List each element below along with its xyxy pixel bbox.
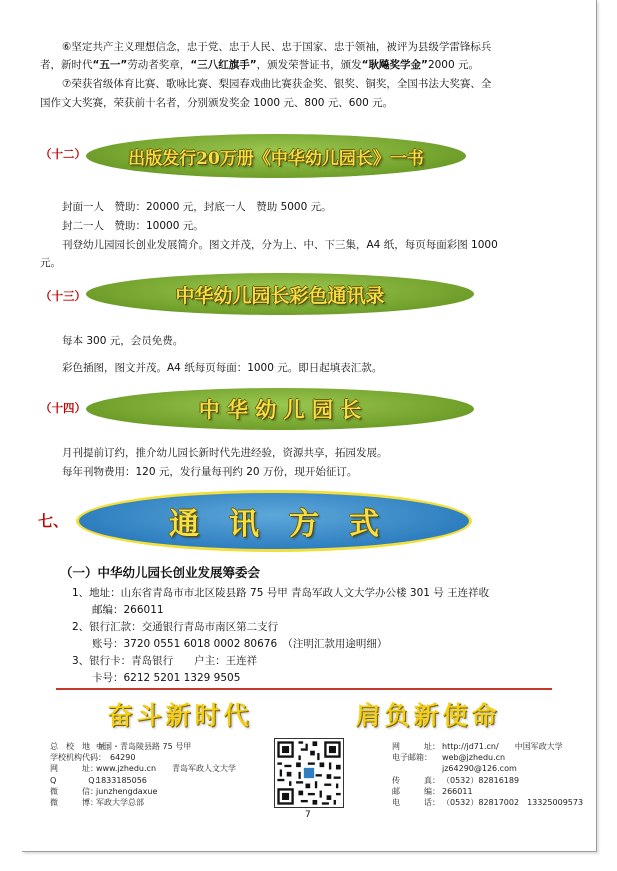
footer-value: 军政大学总部 [96,798,144,808]
contact-address: 1、地址：山东省青岛市市北区陵县路 75 号甲 青岛军政人文大学办公楼 301 号 王连祥收 [72,587,490,599]
footer-key: 邮 编： [392,786,440,796]
section-13-label: （十三） [40,289,86,303]
footer-left-row [50,775,236,786]
section-7-banner: 通 讯 方 式 [76,490,472,552]
footer-left-row [50,752,236,763]
footer-value: 64290 [110,753,136,763]
section-14-label: （十四） [40,401,86,415]
slogan-banner [56,690,552,738]
contact-card-number: 卡号：6212 5201 1329 9505 [92,672,241,684]
section-13-line-2: 彩色插图，图文并茂。A4 纸每页每面：1000 元。即日起填表汇款。 [62,362,383,374]
footer-right-row [392,763,583,774]
footer-value: www.jzhedu.cn 青岛军政人文大学 [96,764,237,774]
intro-line-2 [40,58,479,73]
intro-line-2-b: “五一” [92,59,128,71]
footer-key [392,763,442,774]
footer-left-row [50,763,236,774]
footer-key: 网 址： [50,764,98,774]
intro-line-2-c: 劳动者奖章， [127,59,191,71]
contact-postcode: 邮编：266011 [92,604,164,616]
intro-line-2-e: ，颁发荣誉证书，颁发 [256,59,362,71]
footer-value: jz64290@126.com [442,764,517,774]
footer-right-row [392,741,583,752]
footer-key: 总 校 地 址： [50,742,114,751]
footer-key: 学校机构代码： [50,753,106,763]
footer-left [50,741,236,808]
section-12-line-3: 刊登幼儿园园长创业发展简介。图文并茂，分为上、中、下三集，A4 纸，每页每面彩图 1000 [62,239,498,251]
contact-heading: （一）中华幼儿园长创业发展筹委会 [60,565,261,580]
intro-line-4: 国作文大奖赛，荣获前十名者，分别颁发奖金 1000 元、800 元、600 元。 [40,97,394,109]
footer-value: 266011 [442,786,473,796]
qr-code-icon [275,739,343,807]
slogan-left: 奋斗新时代 [107,701,253,730]
footer-value: web@jzhedu.cn [442,753,506,763]
footer-right-row [392,786,583,797]
slogan-right: 肩负新使命 [355,701,501,730]
intro-line-1: ⑥坚定共产主义理想信念，忠于党、忠于人民、忠于国家、忠于领袖，被评为县级学雷锋标兵 [62,41,492,53]
footer-left-row [50,786,236,797]
footer-key: 网 址： [392,742,440,751]
intro-line-2-a: 者，新时代 [40,59,93,71]
section-12-line-1: 封面一人 赞助：20000 元，封底一人 赞助 5000 元。 [62,201,332,213]
contact-bank-transfer: 2、银行汇款：交通银行青岛市南区第二支行 [72,621,279,633]
intro-line-2-d: “三八红旗手” [190,59,257,71]
footer-value: （0532）82816189 [442,775,520,785]
section-12-banner: 出版发行20万册《中华幼儿园长》一书 [86,134,466,178]
footer-key: Q Q： [50,775,103,785]
footer-value: http://jd71.cn/ 中国军政大学 [442,742,563,751]
intro-line-2-g: 2000 元。 [427,59,479,71]
section-14-banner: 中 华 幼 儿 园 长 [86,388,474,430]
section-12-line-4: 元。 [40,257,61,269]
footer-value: （0532）82817002 13325009573 [442,798,584,808]
footer-right-row [392,775,583,786]
footer-right-row [392,797,583,808]
intro-line-2-f: “耿飚奖学金” [361,59,428,71]
section-14-line-1: 月刊提前订约，推介幼儿园长新时代先进经验，资源共享，拓园发展。 [62,447,388,459]
section-13-banner: 中华幼儿园长彩色通讯录 [86,273,474,315]
footer-key: 微 博： [50,798,98,808]
section-7-label: 七、 [38,512,69,530]
footer-value: junzhengdaxue [96,786,158,796]
intro-line-3: ⑦荣获省级体育比赛、歌咏比赛、梨园春戏曲比赛获金奖、银奖、铜奖，全国书法大奖赛、全 [62,78,492,90]
page-number: 7 [305,810,311,820]
section-14-line-2: 每年刊物费用：120 元，发行量每刊约 20 万份，现开始征订。 [62,466,358,478]
footer-value: 1833185056 [96,775,147,785]
footer-left-row [50,741,236,752]
footer-right [392,741,583,808]
section-12-line-2: 封二一人 赞助：10000 元。 [62,220,204,232]
footer-value: 中国・青岛陵县路 75 号甲 [96,742,192,751]
footer-key: 微 信： [50,786,98,796]
footer-key: 传 真： [392,775,440,785]
qr-code [274,738,344,808]
footer-key: 电子邮箱： [392,753,432,763]
contact-bank-card: 3、银行卡：青岛银行 户主：王连祥 [72,655,258,667]
footer-key: 电 话： [392,798,440,808]
footer-right-row [392,752,583,763]
footer-left-row [50,797,236,808]
contact-account: 账号：3720 0551 6018 0002 80676 （注明汇款用途明细） [92,638,388,650]
section-13-line-1: 每本 300 元，会员免费。 [62,335,184,347]
section-12-label: （十二） [40,147,86,161]
